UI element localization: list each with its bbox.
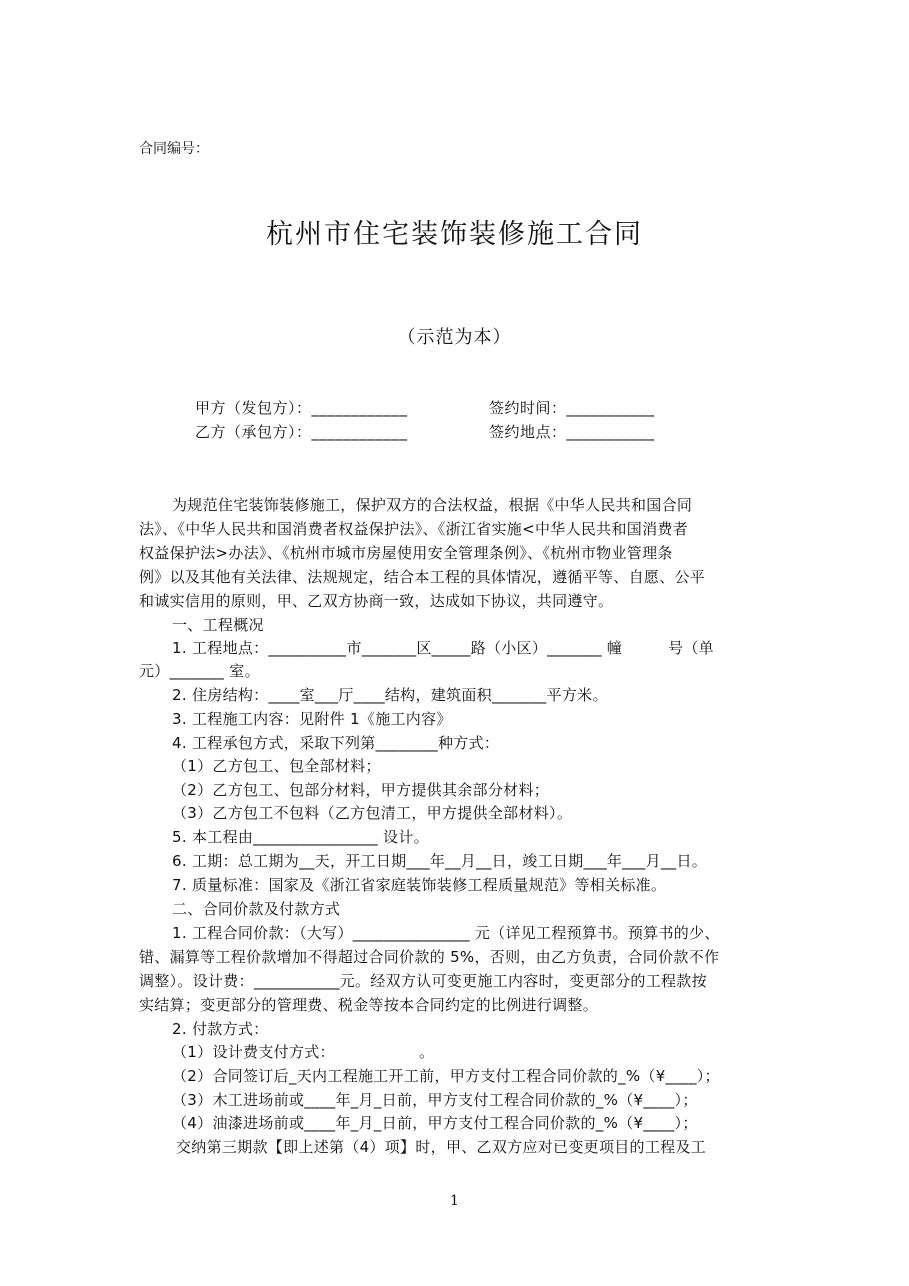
page-number: 1 (450, 1193, 459, 1209)
preamble-line: 例》以及其他有关法律、法规规定，结合本工程的具体情况，遵循平等、自愿、公平 (139, 568, 706, 586)
clause-line: （1）乙方包工、包全部材料； (172, 757, 381, 775)
clause-line: （2）合同签订后_天内工程施工开工前，甲方支付工程合同价款的_%（¥____）； (172, 1067, 720, 1085)
document-title: 杭州市住宅装饰装修施工合同 (266, 219, 643, 250)
clause-line: 2. 付款方式： (172, 1020, 269, 1038)
clause-line: 实结算；变更部分的管理费、税金等按本合同约定的比例进行调整。 (139, 996, 599, 1014)
section-heading: 二、合同价款及付款方式 (172, 900, 341, 918)
section-heading: 一、工程概况 (172, 616, 264, 634)
contract-number-label: 合同编号： (139, 141, 209, 157)
clause-line: 1. 工程合同价款：（大写）_______________ 元（详见工程预算书。预算书的少、 (172, 924, 720, 942)
preamble-line: 权益保护法>办法》、《杭州市城市房屋使用安全管理条例》、《杭州市物业管理条 (139, 544, 673, 562)
preamble-line: 和诚实信用的原则，甲、乙双方协商一致，达成如下协议，共同遵守。 (139, 592, 614, 610)
clause-line: （4）油漆进场前或____年_月_日前，甲方支付工程合同价款的_%（¥____）； (172, 1114, 698, 1132)
clause-line: 1. 工程地点：__________市_______区_____路（小区）_______ 幢 号（单 (172, 639, 714, 657)
clause-line: （2）乙方包工、包部分材料，甲方提供其余部分材料； (172, 781, 550, 799)
preamble-line: 法》、《中华人民共和国消费者权益保护法》、《浙江省实施<中华人民共和国消费者 (139, 520, 688, 538)
party-b-field: 乙方（承包方）：____________ (195, 423, 408, 441)
clause-line: 4. 工程承包方式，采取下列第________种方式： (172, 734, 500, 752)
sign-time-field: 签约时间：___________ (489, 399, 655, 417)
clause-line: 元）_______ 室。 (139, 662, 260, 680)
clause-line: （1）设计费支付方式： 。 (172, 1043, 435, 1061)
clause-line: 错、漏算等工程价款增加不得超过合同价款的 5%，否则，由乙方负责，合同价款不作 (139, 948, 720, 966)
clause-line: （3）乙方包工不包料（乙方包清工，甲方提供全部材料）。 (172, 804, 573, 822)
clause-line: （3）木工进场前或____年_月_日前，甲方支付工程合同价款的_%（¥____）； (172, 1091, 698, 1109)
document-subtitle: （示范为本） (397, 327, 512, 348)
clause-line: 交纳第三期款【即上述第（4）项】时，甲、乙双方应对已变更项目的工程及工 (176, 1138, 707, 1156)
clause-line: 6. 工期：总工期为__天，开工日期___年__月__日，竣工日期___年___月__日。 (172, 852, 708, 870)
party-a-field: 甲方（发包方）：____________ (195, 399, 408, 417)
clause-line: 调整）。设计费：___________元。经双方认可变更施工内容时，变更部分的工程款按 (139, 972, 707, 990)
clause-line: 5. 本工程由________________ 设计。 (172, 828, 429, 846)
preamble-line: 为规范住宅装饰装修施工，保护双方的合法权益，根据《中华人民共和国合同 (172, 496, 693, 514)
sign-place-field: 签约地点：___________ (489, 423, 655, 441)
clause-line: 7. 质量标准：国家及《浙江省家庭装饰装修工程质量规范》等相关标准。 (172, 876, 667, 894)
clause-line: 3. 工程施工内容：见附件 1《施工内容》 (172, 710, 452, 728)
clause-line: 2. 住房结构：____室___厅____结构，建筑面积_______平方米。 (172, 686, 608, 704)
